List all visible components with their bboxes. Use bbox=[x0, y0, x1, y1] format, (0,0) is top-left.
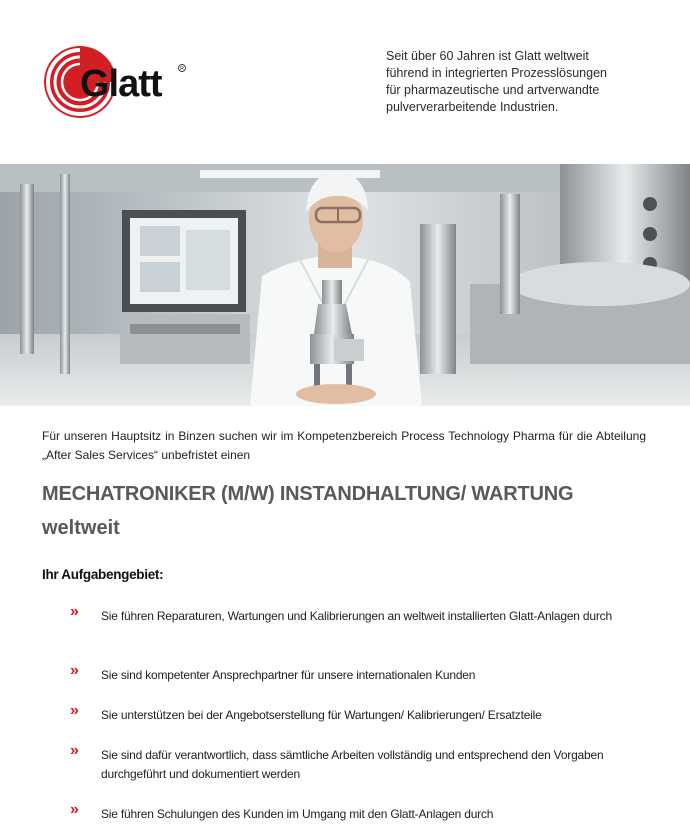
bullet-icon: » bbox=[70, 742, 79, 759]
tagline-line: führend in integrierten Prozesslösungen bbox=[386, 66, 607, 80]
header bbox=[0, 0, 690, 164]
tagline-line: für pharmazeutische und artverwandte bbox=[386, 83, 600, 97]
section-heading: Ihr Aufgabengebiet: bbox=[42, 567, 164, 582]
lab-hero-photo bbox=[0, 164, 690, 406]
lab-scene-illustration bbox=[0, 164, 690, 406]
tagline-line: pulververarbeitende Industrien. bbox=[386, 100, 559, 114]
job-title: MECHATRONIKER (M/W) INSTANDHALTUNG/ WARTUNG bbox=[42, 483, 574, 505]
brand-wordmark: Glatt bbox=[80, 63, 162, 105]
bullet-icon: » bbox=[70, 603, 79, 620]
bullet-icon: » bbox=[70, 702, 79, 719]
task-text: Sie führen Reparaturen, Wartungen und Kalibrierungen an weltweit installierten Glatt-Anlagen durch bbox=[101, 609, 612, 623]
company-tagline bbox=[386, 48, 676, 116]
glatt-logo bbox=[42, 44, 192, 120]
bullet-icon: » bbox=[70, 662, 79, 679]
job-subtitle: weltweit bbox=[42, 517, 120, 539]
svg-text:R: R bbox=[180, 66, 184, 72]
bullet-icon: » bbox=[70, 801, 79, 818]
task-text: Sie sind dafür verantwortlich, dass sämtliche Arbeiten vollständig und entsprechend den Vorgaben durchgeführt und dokumentiert werden bbox=[101, 748, 604, 781]
tagline-line: Seit über 60 Jahren ist Glatt weltweit bbox=[386, 49, 589, 63]
intro-text: Für unseren Hauptsitz in Binzen suchen wir im Kompetenzbereich Process Technology Pharma für die Abteilung „After Sales Services“ unbefristet einen bbox=[42, 429, 646, 462]
task-text: Sie sind kompetenter Ansprechpartner für unsere internationalen Kunden bbox=[101, 668, 476, 682]
task-text: Sie unterstützen bei der Angebotserstellung für Wartungen/ Kalibrierungen/ Ersatzteile bbox=[101, 708, 542, 722]
task-text: Sie führen Schulungen des Kunden im Umgang mit den Glatt-Anlagen durch bbox=[101, 807, 494, 821]
